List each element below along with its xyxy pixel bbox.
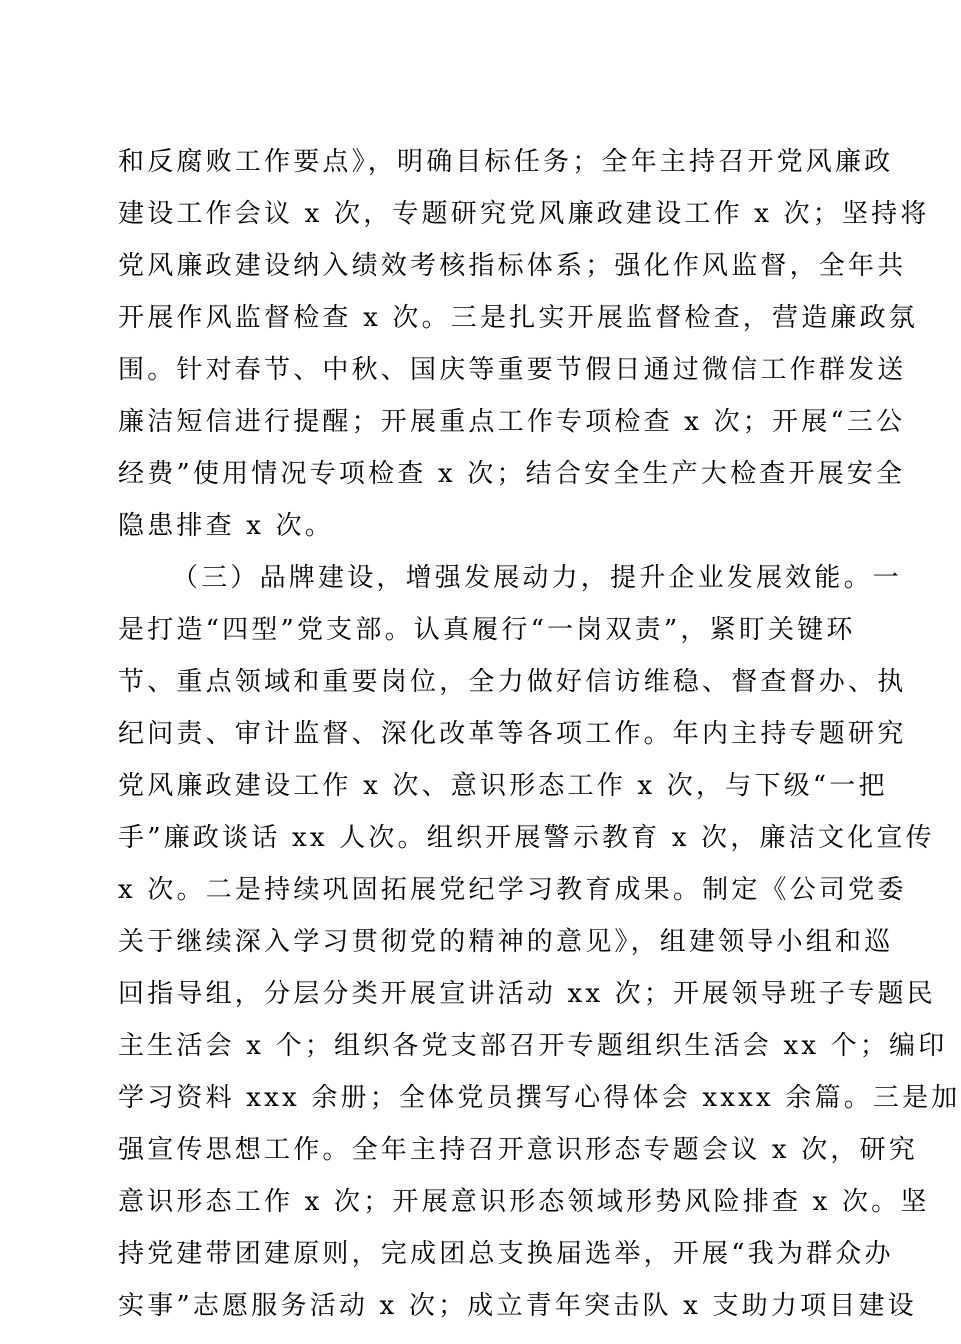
text-line: 手”廉政谈话 xx 人次。组织开展警示教育 x 次，廉洁文化宣传 [118,823,935,853]
text-line: 是打造“四型”党支部。认真履行“一岗双责”，紧盯关键环 [118,615,856,645]
document-page [118,140,961,1336]
paragraph-2 [118,556,961,1336]
text-line: 实事”志愿服务活动 x 次；成立青年突击队 x 支助力项目建设 [118,1291,917,1321]
text-line: 围。针对春节、中秋、国庆等重要节假日通过微信工作群发送 [118,355,907,385]
text-line: x 次。二是持续巩固拓展党纪学习教育成果。制定《公司党委 [118,875,907,905]
text-line: 回指导组，分层分类开展宣讲活动 xx 次；开展领导班子专题民 [118,979,936,1009]
text-line: 建设工作会议 x 次，专题研究党风廉政建设工作 x 次；坚持将 [118,199,930,229]
text-line: 纪问责、审计监督、深化改革等各项工作。年内主持专题研究 [118,719,907,749]
text-line: 意识形态工作 x 次；开展意识形态领域形势风险排查 x 次。坚 [118,1187,930,1217]
text-line: 隐患排查 x 次。 [118,511,334,541]
text-line: 党风廉政建设工作 x 次、意识形态工作 x 次，与下级“一把 [118,771,888,801]
text-line: 节、重点领域和重要岗位，全力做好信访维稳、督查督办、执 [118,667,907,697]
text-line: 经费”使用情况专项检查 x 次；结合安全生产大检查开展安全 [118,459,906,489]
text-line: 持党建带团建原则，完成团总支换届选举，开展“我为群众办 [118,1239,894,1269]
paragraph-1 [118,140,930,556]
text-line: 和反腐败工作要点》，明确目标任务；全年主持召开党风廉政 [118,147,894,177]
text-line: 党风廉政建设纳入绩效考核指标体系；强化作风监督，全年共 [118,251,907,281]
section-heading-line: （三）品牌建设，增强发展动力，提升企业发展效能。一 [172,563,903,593]
text-line: 主生活会 x 个；组织各党支部召开专题组织生活会 xx 个；编印 [118,1031,948,1061]
text-line: 廉洁短信进行提醒；开展重点工作专项检查 x 次；开展“三公 [118,407,906,437]
text-line: 开展作风监督检查 x 次。三是扎实开展监督检查，营造廉政氛 [118,303,918,333]
text-line: 学习资料 xxx 余册；全体党员撰写心得体会 xxxx 余篇。三是加 [118,1083,961,1113]
text-line: 强宣传思想工作。全年主持召开意识形态专题会议 x 次，研究 [118,1135,918,1165]
text-line: 关于继续深入学习贯彻党的精神的意见》，组建领导小组和巡 [118,927,894,957]
